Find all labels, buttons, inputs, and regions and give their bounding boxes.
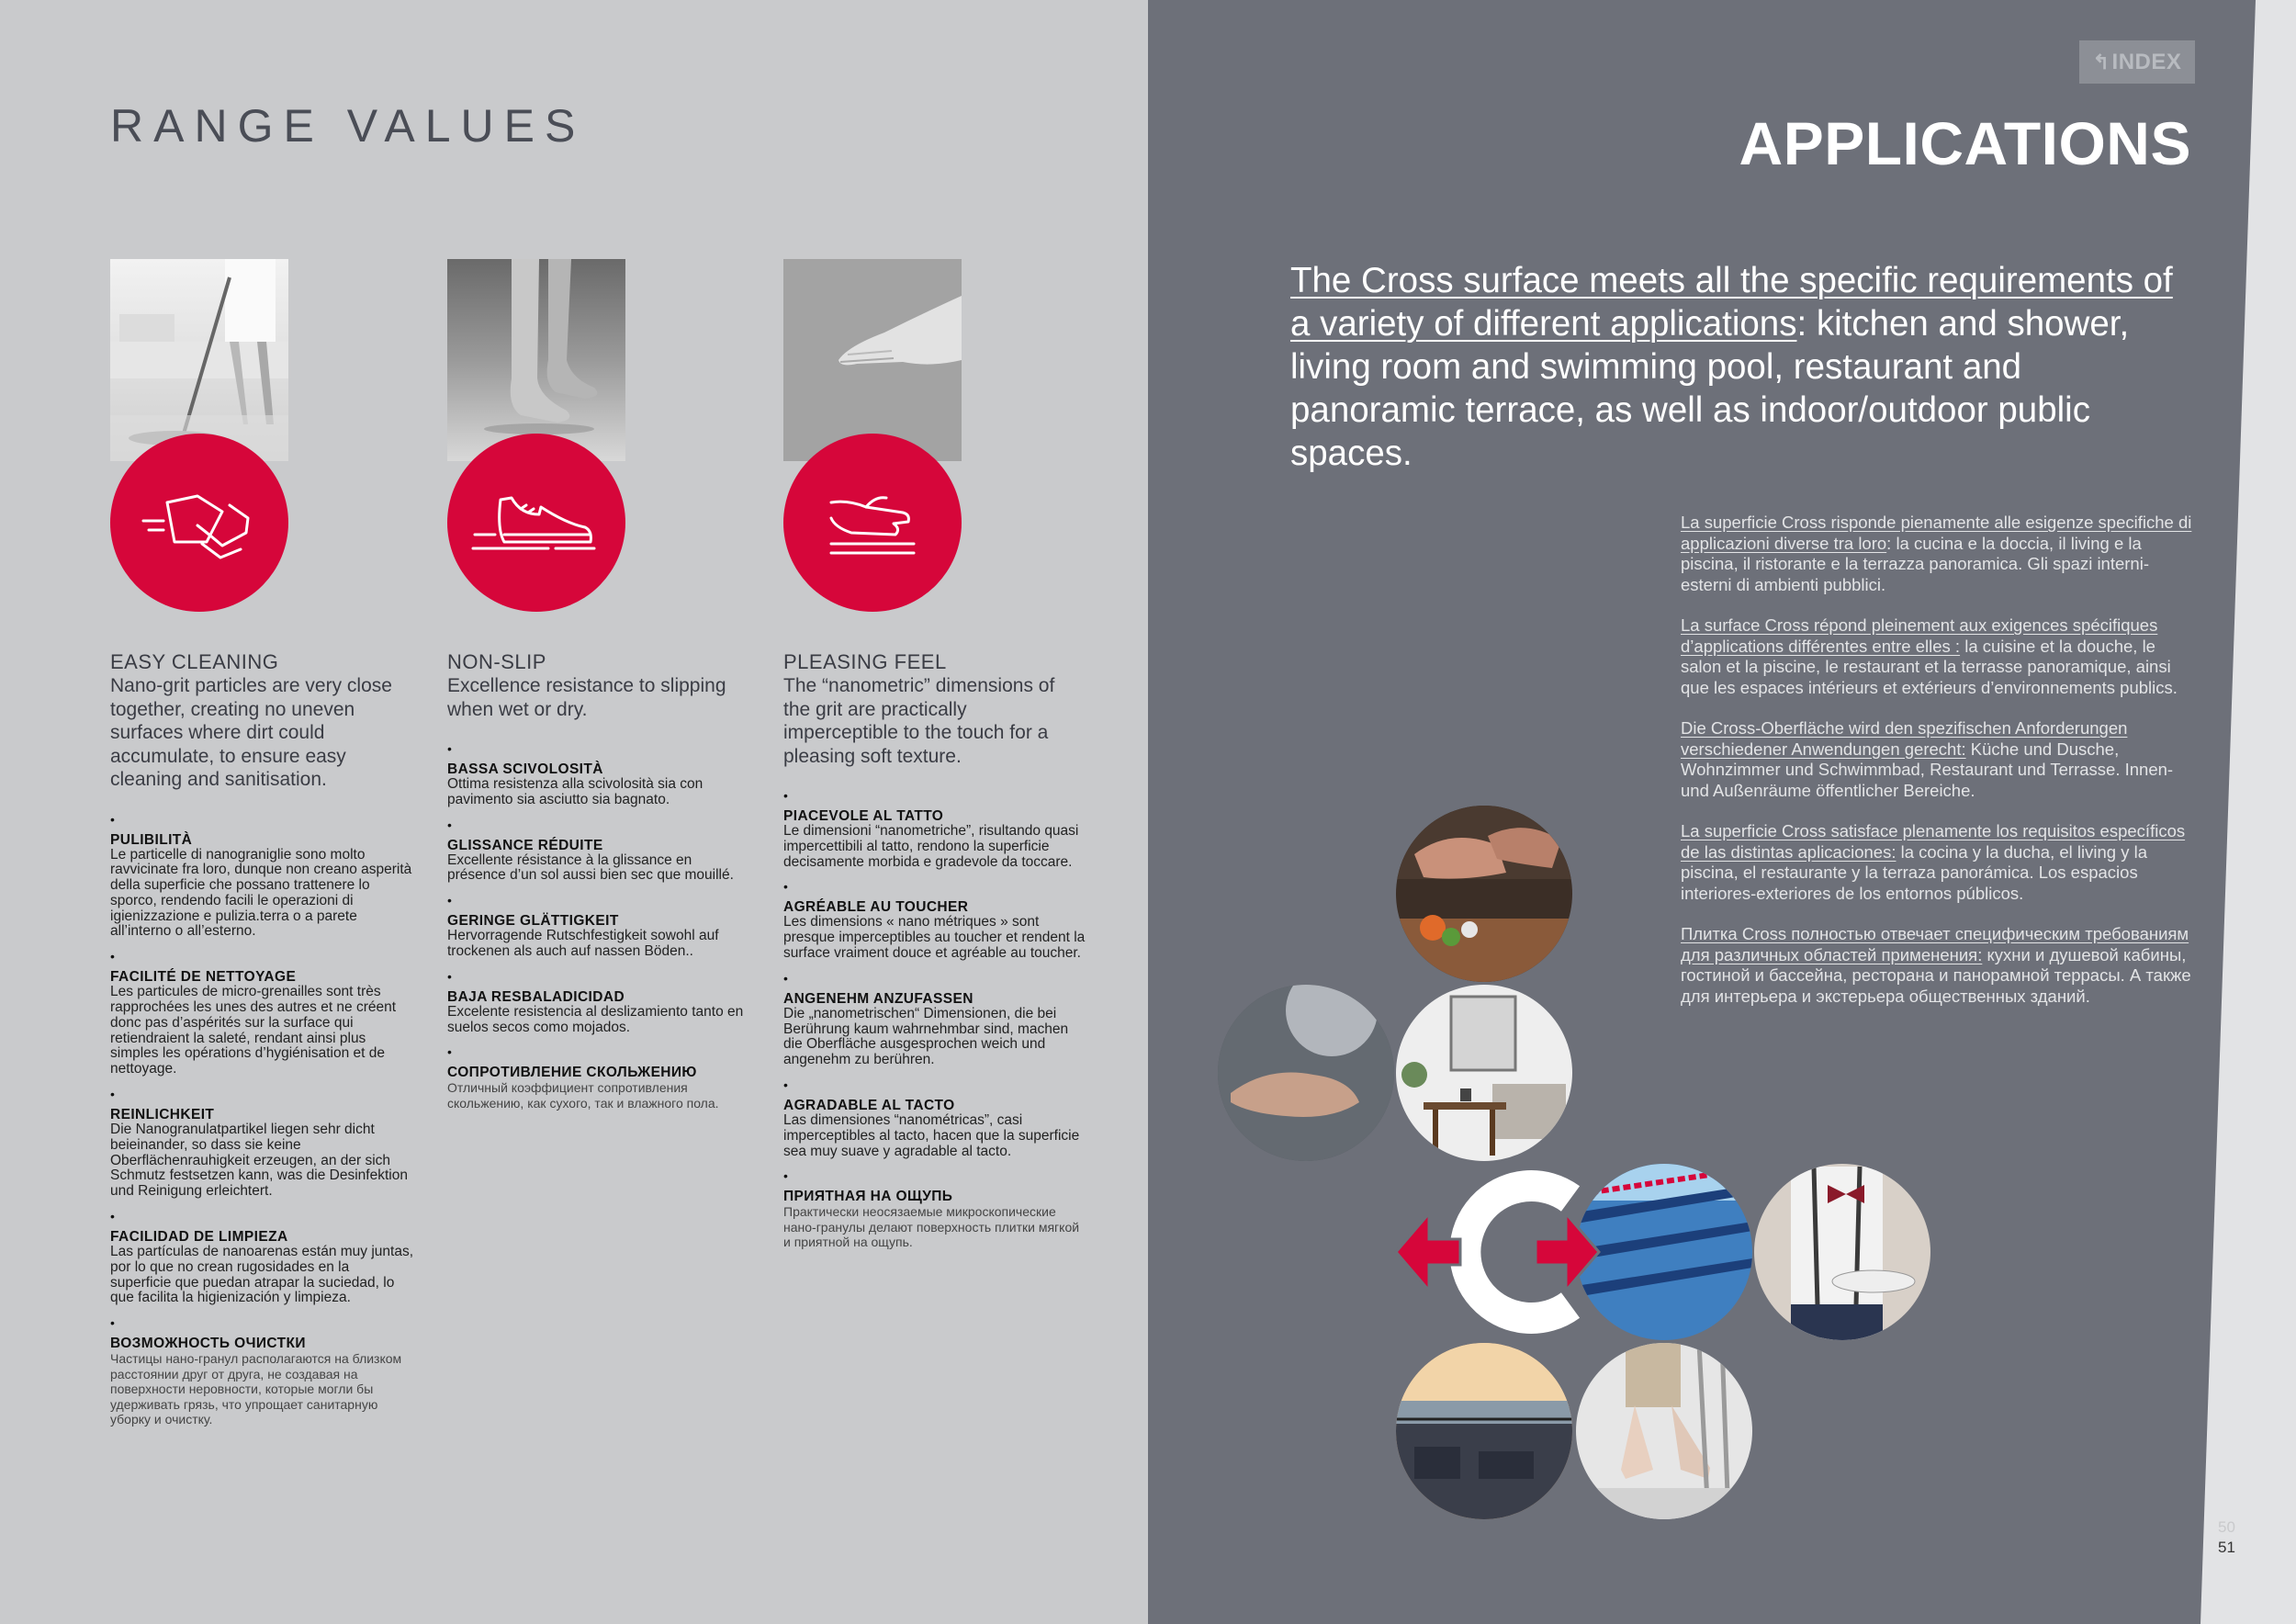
desc-it <box>1681 513 2195 595</box>
return-arrow-icon: ↰ <box>2092 50 2110 73</box>
desc-de-text: Küche und Dusche, Wohnzimmer und Schwimmbad, Restaurant und Terrasse. Innen- und Außenräume öffentlicher Bereiche. <box>1681 739 2174 800</box>
lang-text-it: Ottima resistenza alla scivolosità sia con pavimento sia asciutto sia bagnato. <box>447 776 703 807</box>
lang-text-de: Die Nanogranulatpartikel liegen sehr dicht beieinander, so dass sie keine Oberflächenrauhigkeit erzeugen, an der sich Schmutz festsetzen kann, was die Desinfektion und Reinigung erleichtert. <box>110 1122 408 1200</box>
desc-it-text: : la cucina e la doccia, il living e la piscina, il ristorante e la terrazza panoramica. Gli spazi interni-esterni di ambienti pubblici. <box>1681 533 2149 594</box>
page-number-51: 51 <box>2218 1539 2235 1556</box>
lang-text-ru: Практически неосязаемые микроскопические нано-гранулы делают поверхность плитки мягкой и приятной на ощупь. <box>783 1204 1080 1250</box>
feature-title: NON-SLIP <box>447 650 546 673</box>
desc-fr-text: la cuisine et la douche, le salon et la piscine, le restaurant et la terrasse panoramique, ainsi que les espaces intérieurs et extérieurs d’environnements publics. <box>1681 636 2178 697</box>
applications-title: APPLICATIONS <box>1739 109 2191 177</box>
lang-heading-de: REINLICHKEIT <box>110 1107 215 1123</box>
desc-ru <box>1681 924 2195 1007</box>
bullet: • <box>447 893 452 908</box>
desc-de-underlined: Die Cross-Oberfläche wird den spezifischen Anforderungen verschiedener Anwendungen gerecht: <box>1681 718 2128 759</box>
lang-heading-fr: AGRÉABLE AU TOUCHER <box>783 899 969 916</box>
bullet: • <box>447 968 452 984</box>
bullet: • <box>110 1315 115 1331</box>
feature-pleasing-feel <box>783 259 1086 1250</box>
lang-heading-de: ANGENEHM ANZUFASSEN <box>783 990 974 1007</box>
restaurant-waiter-photo <box>1754 1164 1930 1341</box>
lang-heading-fr: GLISSANCE RÉDUITE <box>447 837 603 853</box>
intro-underlined: The Cross surface meets all the specific requirements of a variety of different applications <box>1290 261 2173 344</box>
bullet: • <box>447 817 452 832</box>
lang-text-fr: Les dimensions « nano métriques » sont presque imperceptibles au toucher et rendent la surface vraiment douce et agréable au toucher. <box>783 914 1086 961</box>
lang-heading-it: BASSA SCIVOLOSITÀ <box>447 761 603 777</box>
intro-rest: : kitchen and shower, living room and swimming pool, restaurant and panoramic terrace, as well as indoor/outdoor public spaces. <box>1290 304 2130 473</box>
lang-heading-es: FACILIDAD DE LIMPIEZA <box>110 1229 288 1246</box>
desc-es <box>1681 821 2195 904</box>
hand-on-surface-photo <box>783 259 962 461</box>
lang-heading-ru: ПРИЯТНАЯ НА ОЩУПЬ <box>783 1189 953 1205</box>
feature-title: EASY CLEANING <box>110 650 279 673</box>
desc-es-text: la cocina y la ducha, el living y la piscina, el restaurante y la terraza panorámica. Los espacios interiores-exteriores de los entornos públicos. <box>1681 841 2148 903</box>
panoramic-terrace-photo <box>1396 1343 1572 1519</box>
lang-text-de: Hervorragende Rutschfestigkeit sowohl auf trockenen als auch auf nassen Böden.. <box>447 928 719 959</box>
lang-heading-de: GERINGE GLÄTTIGKEIT <box>447 913 619 930</box>
lang-heading-fr: FACILITÉ DE NETTOYAGE <box>110 969 297 986</box>
desc-fr-underlined: La surface Cross répond pleinement aux exigences spécifiques d’applications différentes entre elles : <box>1681 615 2158 656</box>
bullet: • <box>783 970 788 986</box>
kitchen-photo <box>1396 806 1572 982</box>
bullet: • <box>783 1077 788 1092</box>
lang-text-es: Excelente resistencia al deslizamiento tanto en suelos secos como mojados. <box>447 1003 744 1035</box>
desc-de <box>1681 718 2195 801</box>
bullet: • <box>110 949 115 964</box>
lang-text-es: Las dimensiones “nanométricas”, casi imperceptibles al tacto, hacen que la superficie sea muy suave y agradable al tacto. <box>783 1111 1080 1159</box>
bullet: • <box>783 788 788 803</box>
lang-text-fr: Les particules de micro-grenailles sont très rapprochées les unes des autres et ne créent donc pas d’aspérités sur la surface qui retiendraient la saleté, rendant ainsi plus simples les opérations d’hygiénisation et de nettoyage. <box>110 984 397 1077</box>
desc-ru-underlined: Плитка Cross полностью отвечает специфическим требованиям для различных областей применения: <box>1681 924 2189 964</box>
right-page <box>1148 0 2296 1624</box>
feature-easy-cleaning <box>110 259 413 1427</box>
feature-title: PLEASING FEEL <box>783 650 947 673</box>
public-space-feet-photo <box>1576 1343 1752 1519</box>
lang-text-es: Las partículas de nanoarenas están muy juntas, por lo que no crean rugosidades en la superficie que puedan atrapar la suciedad, lo que facilita la higienización y limpieza. <box>110 1244 414 1306</box>
lang-text-it: Le dimensioni “nanometriche”, risultando quasi impercettibili al tatto, rendono la superficie decisamente morbida e gradevole da toccare. <box>783 823 1079 870</box>
feature-description: Excellence resistance to slipping when wet or dry. <box>447 675 726 720</box>
lang-heading-es: AGRADABLE AL TACTO <box>783 1097 955 1113</box>
page-numbers <box>2218 1517 2235 1558</box>
mopping-photo <box>110 259 288 461</box>
feature-non-slip <box>447 259 750 1111</box>
bullet: • <box>783 879 788 895</box>
page-number-50: 50 <box>2218 1518 2235 1536</box>
bullet: • <box>783 1168 788 1184</box>
lang-heading-it: PIACEVOLE AL TATTO <box>783 808 944 824</box>
bullet: • <box>110 811 115 827</box>
feature-description: Nano-grit particles are very close together, creating no uneven surfaces where dirt could accumulate, to ensure easy cleaning and sanitisation. <box>110 675 392 790</box>
lang-heading-it: PULIBILITÀ <box>110 831 193 848</box>
living-room-photo <box>1396 985 1572 1161</box>
lang-text-de: Die „nanometrischen“ Dimensionen, die bei Berührung kaum wahrnehmbar sind, machen die Oberfläche ausgesprochen weich und angenehm zu berühren. <box>783 1005 1069 1068</box>
desc-es-underlined: La superficie Cross satisface plenamente los requisitos específicos de las distintas aplicaciones: <box>1681 821 2186 862</box>
range-values-title: RANGE VALUES <box>110 100 586 152</box>
sneaker-icon <box>447 434 625 612</box>
swimming-pool-photo <box>1576 1164 1752 1340</box>
bullet: • <box>110 1087 115 1102</box>
lang-text-fr: Excellente résistance à la glissance en présence d’un sol aussi bien sec que mouillé. <box>447 851 734 884</box>
touch-hand-icon <box>783 434 962 612</box>
lang-heading-es: BAJA RESBALADICIDAD <box>447 988 625 1005</box>
barefoot-photo <box>447 259 625 461</box>
desc-ru-text: кухни и душевой кабины, гостиной и бассейна, ресторана и панорамной террасы. А также для интерьера и экстерьера общественных зданий. <box>1681 944 2191 1006</box>
index-button[interactable] <box>2079 40 2195 84</box>
intro-statement <box>1290 259 2190 475</box>
lang-heading-ru: ВОЗМОЖНОСТЬ ОЧИСТКИ <box>110 1336 306 1352</box>
bullet: • <box>447 1044 452 1060</box>
lang-text-it: Le particelle di nanograniglie sono molto ravvicinate fra loro, dunque non creano asperità della superficie che possano trattenere lo sporco, rendendo facili le operazioni di igienizzazione e pulizia.terra o a parete all’interno o all’esterno. <box>110 846 412 940</box>
multilingual-descriptions <box>1681 513 2195 1027</box>
bullet: • <box>447 741 452 756</box>
desc-fr <box>1681 615 2195 698</box>
desc-it-underlined: La superficie Cross risponde pienamente alle esigenze specifiche di applicazioni diverse tra loro <box>1681 513 2192 553</box>
wipe-hand-icon <box>110 434 288 612</box>
index-label: INDEX <box>2111 49 2182 74</box>
lang-text-ru: Частицы нано-гранул располагаются на близком расстоянии друг от друга, не создавая на поверхности неровности, которые могли бы удерживать грязь, что упрощает санитарную уборку и очистку. <box>110 1351 402 1427</box>
bullet: • <box>110 1209 115 1224</box>
lang-heading-ru: СОПРОТИВЛЕНИЕ СКОЛЬЖЕНИЮ <box>447 1065 697 1081</box>
feature-description: The “nanometric” dimensions of the grit are practically imperceptible to the touch for a pleasing soft texture. <box>783 675 1055 767</box>
lang-text-ru: Отличный коэффициент сопротивления скольжению, как сухого, так и влажного пола. <box>447 1080 719 1111</box>
